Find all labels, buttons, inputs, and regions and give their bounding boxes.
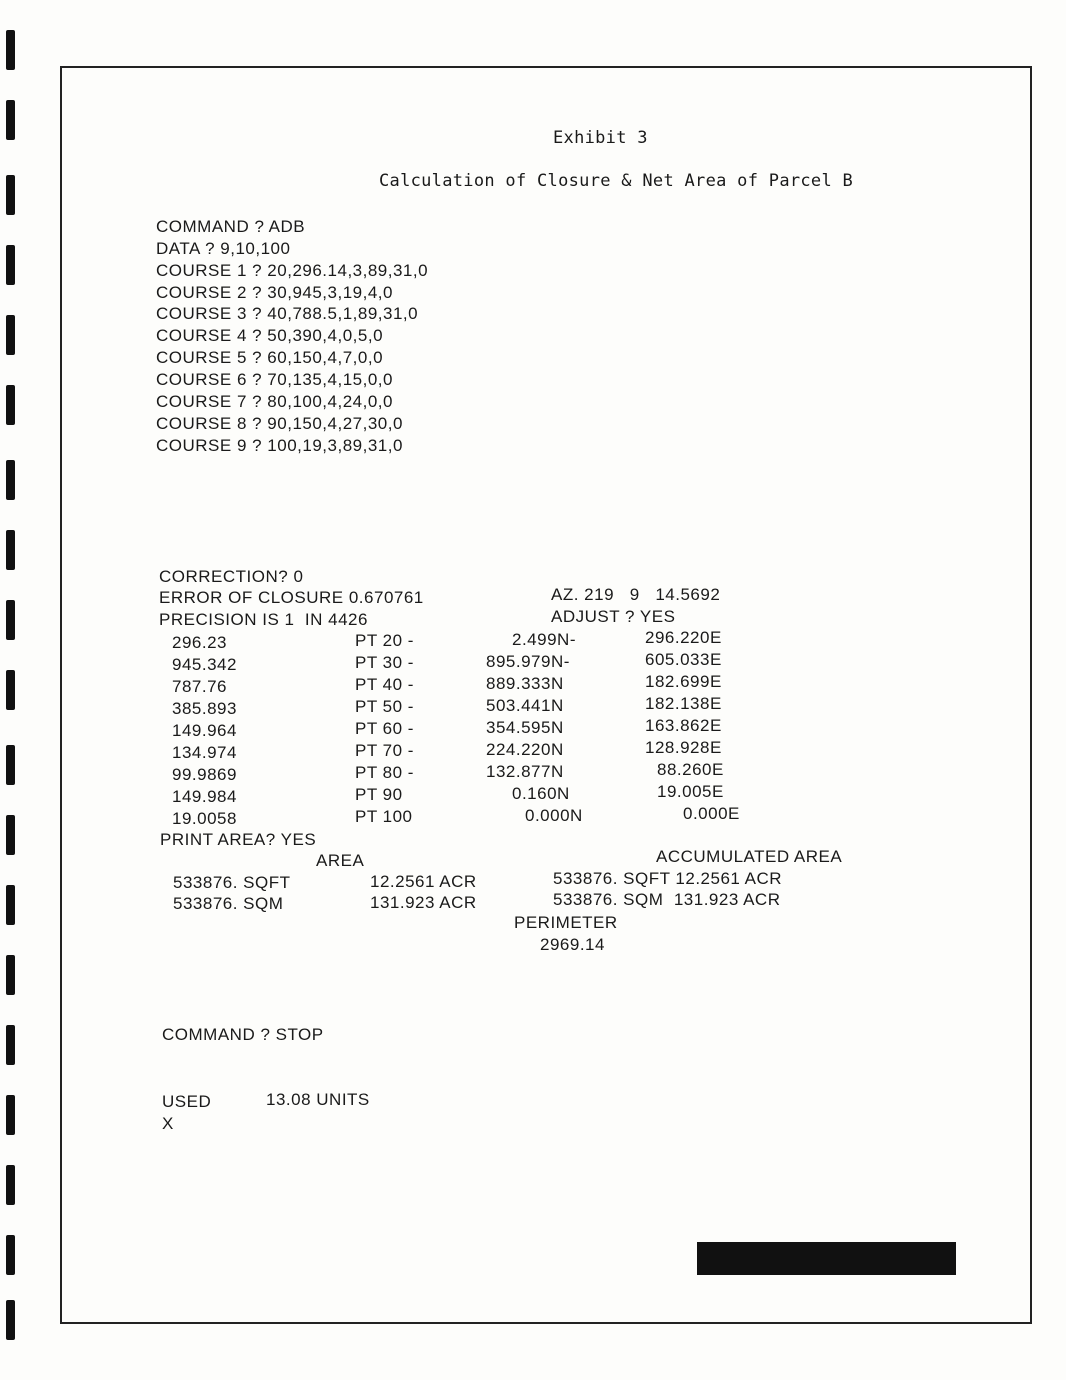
correction-line: CORRECTION? 0	[159, 567, 304, 586]
binder-hole	[6, 245, 15, 285]
point-distance: 134.974	[172, 743, 237, 762]
point-north: 224.220N	[486, 740, 564, 759]
area-acres: 12.2561 ACR	[370, 872, 477, 891]
binder-hole	[6, 955, 15, 995]
input-line: COMMAND ? ADB	[156, 217, 306, 236]
point-distance: 149.964	[172, 721, 237, 740]
end-mark: X	[162, 1114, 174, 1133]
binder-hole	[6, 600, 15, 640]
binder-hole	[6, 460, 15, 500]
input-line: COURSE 1 ? 20,296.14,3,89,31,0	[156, 261, 429, 280]
point-east: 88.260E	[657, 760, 724, 779]
input-line: COURSE 2 ? 30,945,3,19,4,0	[156, 283, 393, 302]
binder-hole	[6, 885, 15, 925]
precision: PRECISION IS 1 IN 4426	[159, 610, 368, 629]
azimuth: AZ. 219 9 14.5692	[551, 585, 721, 604]
binder-hole	[6, 1165, 15, 1205]
perimeter-value: 2969.14	[540, 935, 605, 954]
point-label: PT 30 -	[355, 653, 414, 672]
binder-hole	[6, 1025, 15, 1065]
input-line: COURSE 9 ? 100,19,3,89,31,0	[156, 436, 403, 455]
point-north: 503.441N	[486, 696, 564, 715]
accumulated-area: 533876. SQFT 12.2561 ACR	[553, 869, 783, 888]
input-line: DATA ? 9,10,100	[156, 239, 291, 258]
input-line: COURSE 7 ? 80,100,4,24,0,0	[156, 392, 393, 411]
redaction-bar	[697, 1242, 956, 1275]
area-value: 533876. SQM	[173, 894, 284, 913]
binder-hole	[6, 530, 15, 570]
point-label: PT 60 -	[355, 719, 414, 738]
binder-holes	[6, 30, 16, 1360]
print-area-prompt: PRINT AREA? YES	[160, 830, 317, 849]
point-north: 0.000N	[525, 806, 583, 825]
point-north: 895.979N-	[486, 652, 570, 671]
binder-hole	[6, 1235, 15, 1275]
binder-hole	[6, 815, 15, 855]
point-label: PT 70 -	[355, 741, 414, 760]
binder-hole	[6, 175, 15, 215]
point-east: 128.928E	[645, 738, 722, 757]
point-north: 0.160N	[512, 784, 570, 803]
input-line: COURSE 6 ? 70,135,4,15,0,0	[156, 370, 393, 389]
point-east: 0.000E	[683, 804, 740, 823]
page-subtitle: Calculation of Closure & Net Area of Parcel B	[379, 171, 854, 191]
point-north: 2.499N-	[512, 630, 576, 649]
input-line: COURSE 3 ? 40,788.5,1,89,31,0	[156, 304, 419, 323]
point-east: 182.138E	[645, 694, 722, 713]
point-north: 132.877N	[486, 762, 564, 781]
point-label: PT 80 -	[355, 763, 414, 782]
binder-hole	[6, 1300, 15, 1340]
binder-hole	[6, 30, 15, 70]
input-line: COURSE 5 ? 60,150,4,7,0,0	[156, 348, 384, 367]
input-line: COURSE 8 ? 90,150,4,27,30,0	[156, 414, 403, 433]
area-header: AREA	[316, 851, 365, 870]
point-east: 19.005E	[657, 782, 724, 801]
point-east: 182.699E	[645, 672, 722, 691]
point-distance: 99.9869	[172, 765, 237, 784]
used-value: 13.08 UNITS	[266, 1090, 370, 1109]
point-distance: 19.0058	[172, 809, 237, 828]
error-of-closure: ERROR OF CLOSURE 0.670761	[159, 588, 424, 607]
accumulated-area: 533876. SQM 131.923 ACR	[553, 890, 781, 909]
point-distance: 385.893	[172, 699, 237, 718]
area-value: 533876. SQFT	[173, 873, 291, 892]
point-label: PT 90	[355, 785, 403, 804]
area-acres: 131.923 ACR	[370, 893, 477, 912]
stop-command: COMMAND ? STOP	[162, 1025, 324, 1044]
point-label: PT 100	[355, 807, 413, 826]
perimeter-label: PERIMETER	[514, 913, 618, 932]
used-label: USED	[162, 1092, 212, 1111]
binder-hole	[6, 670, 15, 710]
binder-hole	[6, 1095, 15, 1135]
accumulated-area-header: ACCUMULATED AREA	[656, 847, 843, 866]
input-line: COURSE 4 ? 50,390,4,0,5,0	[156, 326, 384, 345]
point-east: 605.033E	[645, 650, 722, 669]
exhibit-title: Exhibit 3	[553, 128, 648, 148]
point-east: 163.862E	[645, 716, 722, 735]
binder-hole	[6, 385, 15, 425]
binder-hole	[6, 745, 15, 785]
point-east: 296.220E	[645, 628, 722, 647]
adjust-prompt: ADJUST ? YES	[551, 607, 676, 626]
point-distance: 945.342	[172, 655, 237, 674]
binder-hole	[6, 315, 15, 355]
point-label: PT 50 -	[355, 697, 414, 716]
point-label: PT 40 -	[355, 675, 414, 694]
point-distance: 787.76	[172, 677, 227, 696]
binder-hole	[6, 100, 15, 140]
point-distance: 296.23	[172, 633, 227, 652]
point-label: PT 20 -	[355, 631, 414, 650]
point-north: 354.595N	[486, 718, 564, 737]
point-north: 889.333N	[486, 674, 564, 693]
point-distance: 149.984	[172, 787, 237, 806]
